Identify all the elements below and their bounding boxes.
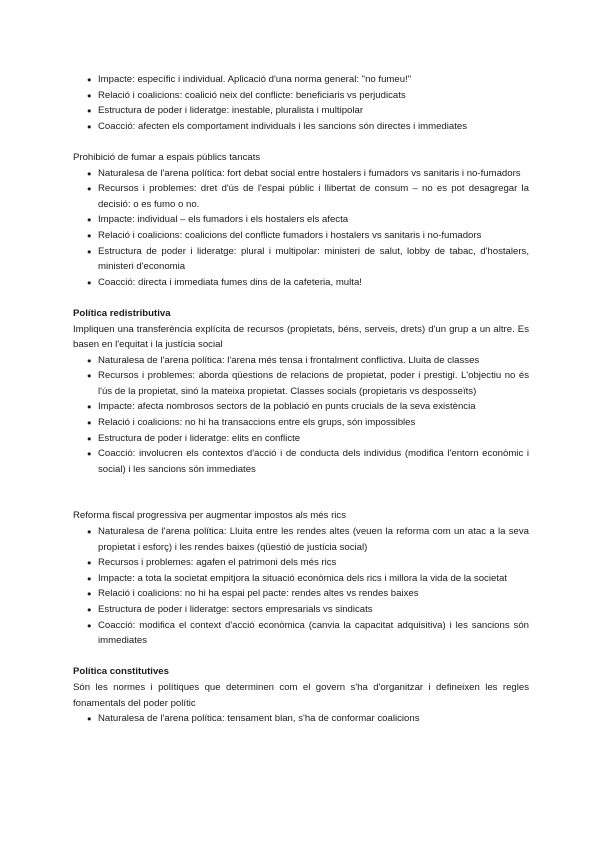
list-item: ● Naturalesa de l'arena política: Lluita entre les rendes altes (veuen la reforma com un atac a la seva propietat i esforç) i les rendes baixes (qüestió de justícia social) — [73, 524, 529, 555]
redistributive-bullet-list — [73, 353, 529, 478]
section-heading-constitutive-policy: Política constitutives — [73, 666, 169, 678]
list-item: ● Estructura de poder i lideratge: inestable, pluralista i multipolar — [73, 103, 529, 119]
section-heading-smoking-ban: Prohibició de fumar a espais públics tancats — [73, 151, 261, 163]
list-item: ● Coacció: afecten els comportament individuals i les sancions són directes i immediates — [73, 119, 529, 135]
list-item: ● Coacció: directa i immediata fumes dins de la cafeteria, multa! — [73, 275, 529, 291]
list-item: ● Coacció: modifica el context d'acció econòmica (canvia la capacitat adquisitiva) i les sancions són immediates — [73, 618, 529, 649]
list-item: ● Coacció: involucren els contextos d'acció i de conducta dels individus (modifica l'entorn econòmic i social) i les sancions són immediates — [73, 446, 529, 477]
list-item: ● Recursos i problemes: dret d'ús de l'espai públic i llibertat de consum – no es pot desagregar la decisió: o es fumo o no. — [73, 181, 529, 212]
list-item: ● Estructura de poder i lideratge: sectors empresarials vs sindicats — [73, 602, 529, 618]
list-item: ● Relació i coalicions: no hi ha transaccions entre els grups, són impossibles — [73, 415, 529, 431]
list-item: ● Relació i coalicions: coalicions del conflicte fumadors i hostalers vs sanitaris i no-fumadors — [73, 228, 529, 244]
document-content — [73, 72, 529, 727]
tax-reform-bullet-list — [73, 524, 529, 649]
list-item: ● Estructura de poder i lideratge: elits en conflicte — [73, 431, 529, 447]
impact-bullet-list — [73, 72, 529, 134]
list-item: ● Impacte: afecta nombrosos sectors de la població en punts crucials de la seva existència — [73, 399, 529, 415]
constitutive-bullet-list — [73, 711, 529, 727]
list-item: ● Impacte: a tota la societat empitjora la situació econòmica dels rics i millora la vida de la societat — [73, 571, 529, 587]
list-item: ● Naturalesa de l'arena política: l'arena més tensa i frontalment conflictiva. Lluita de classes — [73, 353, 529, 369]
list-item: ● Impacte: individual – els fumadors i els hostalers els afecta — [73, 212, 529, 228]
list-item: ● Estructura de poder i lideratge: plural i multipolar: ministeri de salut, lobby de tabac, d'hostalers, ministeri d'economia — [73, 244, 529, 275]
redistributive-intro: Impliquen una transferència explícita de recursos (propietats, béns, serveis, drets) d'un grup a un altre. Es basen en l'equitat i la justícia social — [73, 323, 529, 351]
list-item: ● Recursos i problemes: agafen el patrimoni dels més rics — [73, 555, 529, 571]
list-item: ● Recursos i problemes: aborda qüestions de relacions de propietat, poder i prestigi. L'objectiu no és l'ús de la propietat, sinó la mateixa propietat. Classes socials (propietaris vs desposseïts) — [73, 368, 529, 399]
constitutive-intro: Són les normes i polítiques que determinen com el govern s'ha d'organitzar i defineixen les regles fonamentals del poder polític — [73, 681, 529, 709]
list-item: ● Naturalesa de l'arena política: tensament blan, s'ha de conformar coalicions — [73, 711, 529, 727]
section-heading-tax-reform: Reforma fiscal progressiva per augmentar impostos als més rics — [73, 510, 346, 522]
list-item: ● Relació i coalicions: no hi ha espai pel pacte: rendes altes vs rendes baixes — [73, 586, 529, 602]
smoking-ban-bullet-list — [73, 166, 529, 291]
list-item: ● Relació i coalicions: coalició neix del conflicte: beneficiaris vs perjudicats — [73, 88, 529, 104]
list-item: ● Impacte: específic i individual. Aplicació d'una norma general: "no fumeu!" — [73, 72, 529, 88]
list-item: ● Naturalesa de l'arena política: fort debat social entre hostalers i fumadors vs sanitaris i no-fumadors — [73, 166, 529, 182]
section-heading-redistributive-policy: Política redistributiva — [73, 307, 171, 319]
